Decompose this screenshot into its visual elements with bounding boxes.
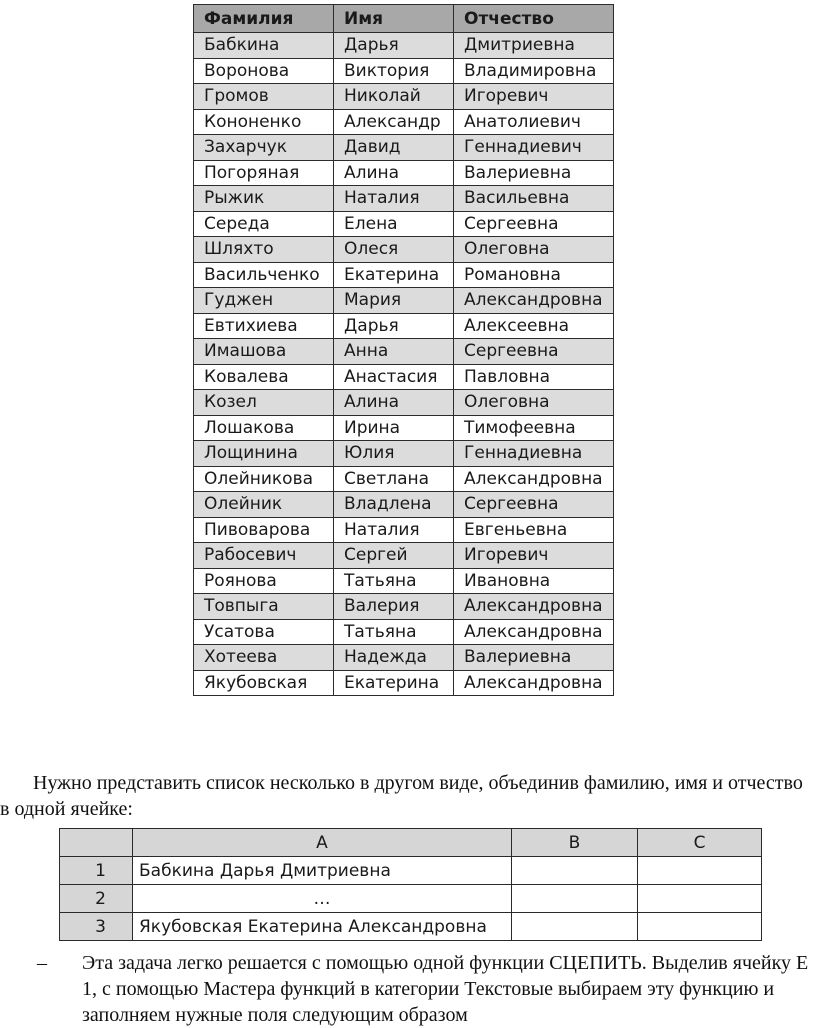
names-table-row [194, 58, 614, 84]
cell-patronymic: Геннадиевич [454, 135, 614, 161]
cell-surname: Ковалева [194, 364, 334, 390]
cell-patronymic: Александровна [454, 619, 614, 645]
bullet-text: Эта задача легко решается с помощью одной функции СЦЕПИТЬ. Выделив ячейку Е 1, с помощью Мастера функций в категории Текстовые выбираем эту функцию и заполняем нужные поля следующим образом [82, 952, 809, 1026]
cell-patronymic: Евгеньевна [454, 517, 614, 543]
cell-surname: Погоряная [194, 160, 334, 186]
cell-name: Светлана [334, 466, 454, 492]
names-table [193, 4, 614, 696]
names-table-body [194, 33, 614, 696]
cell-surname: Хотеева [194, 645, 334, 671]
cell-surname: Пивоварова [194, 517, 334, 543]
cell-patronymic: Сергеевна [454, 339, 614, 365]
sheet-cell-a2[interactable]: … [133, 885, 512, 913]
sheet-column-header-row [60, 829, 762, 857]
spreadsheet-example [59, 828, 762, 941]
names-table-row [194, 415, 614, 441]
cell-surname: Усатова [194, 619, 334, 645]
names-table-row [194, 492, 614, 518]
cell-name: Елена [334, 211, 454, 237]
names-table-row [194, 645, 614, 671]
sheet-column-b[interactable]: B [512, 829, 638, 857]
sheet-cell-b2[interactable] [512, 885, 638, 913]
cell-surname: Кононенко [194, 109, 334, 135]
cell-surname: Олейникова [194, 466, 334, 492]
cell-surname: Роянова [194, 568, 334, 594]
names-table-row [194, 211, 614, 237]
sheet-row [60, 885, 762, 913]
cell-name: Татьяна [334, 619, 454, 645]
sheet-cell-c3[interactable] [638, 913, 762, 941]
sheet-row [60, 857, 762, 885]
cell-patronymic: Александровна [454, 466, 614, 492]
cell-patronymic: Сергеевна [454, 211, 614, 237]
cell-name: Николай [334, 84, 454, 110]
cell-surname: Шляхто [194, 237, 334, 263]
cell-patronymic: Алексеевна [454, 313, 614, 339]
cell-name: Дарья [334, 33, 454, 59]
cell-patronymic: Сергеевна [454, 492, 614, 518]
cell-surname: Васильченко [194, 262, 334, 288]
cell-surname: Громов [194, 84, 334, 110]
header-surname: Фамилия [194, 5, 334, 33]
cell-name: Виктория [334, 58, 454, 84]
names-table-row [194, 313, 614, 339]
cell-patronymic: Васильевна [454, 186, 614, 212]
cell-name: Алина [334, 390, 454, 416]
cell-surname: Захарчук [194, 135, 334, 161]
cell-patronymic: Александровна [454, 288, 614, 314]
sheet-row-number[interactable]: 3 [60, 913, 133, 941]
names-table-row [194, 186, 614, 212]
cell-name: Мария [334, 288, 454, 314]
sheet-cell-a3[interactable]: Якубовская Екатерина Александровна [133, 913, 512, 941]
cell-surname: Олейник [194, 492, 334, 518]
cell-patronymic: Олеговна [454, 390, 614, 416]
cell-surname: Середа [194, 211, 334, 237]
cell-name: Екатерина [334, 262, 454, 288]
names-table-row [194, 619, 614, 645]
names-table-row [194, 262, 614, 288]
cell-name: Екатерина [334, 670, 454, 696]
cell-name: Юлия [334, 441, 454, 467]
cell-patronymic: Геннадиевна [454, 441, 614, 467]
cell-patronymic: Тимофеевна [454, 415, 614, 441]
sheet-column-c[interactable]: C [638, 829, 762, 857]
names-table-row [194, 568, 614, 594]
cell-name: Дарья [334, 313, 454, 339]
intro-paragraph: Нужно представить список несколько в другом виде, объединив фамилию, имя и отчество в одной ячейке: [0, 772, 803, 820]
cell-patronymic: Павловна [454, 364, 614, 390]
cell-name: Татьяна [334, 568, 454, 594]
cell-patronymic: Ивановна [454, 568, 614, 594]
sheet-corner-cell[interactable] [60, 829, 133, 857]
cell-name: Валерия [334, 594, 454, 620]
cell-patronymic: Олеговна [454, 237, 614, 263]
names-table-row [194, 670, 614, 696]
names-table-row [194, 441, 614, 467]
sheet-column-a[interactable]: A [133, 829, 512, 857]
cell-surname: Якубовская [194, 670, 334, 696]
sheet-cell-b3[interactable] [512, 913, 638, 941]
bullet-dash: – [37, 952, 47, 974]
cell-name: Олеся [334, 237, 454, 263]
cell-surname: Рыжик [194, 186, 334, 212]
cell-patronymic: Александровна [454, 594, 614, 620]
sheet-row-number[interactable]: 1 [60, 857, 133, 885]
names-table-header-row [194, 5, 614, 33]
names-table-row [194, 594, 614, 620]
cell-name: Алина [334, 160, 454, 186]
cell-patronymic: Владимировна [454, 58, 614, 84]
cell-surname: Товпыга [194, 594, 334, 620]
cell-name: Надежда [334, 645, 454, 671]
cell-surname: Воронова [194, 58, 334, 84]
cell-surname: Имашова [194, 339, 334, 365]
cell-surname: Евтихиева [194, 313, 334, 339]
cell-surname: Бабкина [194, 33, 334, 59]
sheet-row-number[interactable]: 2 [60, 885, 133, 913]
cell-name: Александр [334, 109, 454, 135]
names-table-row [194, 543, 614, 569]
sheet-row [60, 913, 762, 941]
cell-patronymic: Дмитриевна [454, 33, 614, 59]
cell-surname: Рабосевич [194, 543, 334, 569]
cell-patronymic: Игоревич [454, 543, 614, 569]
sheet-cell-c1[interactable] [638, 857, 762, 885]
names-table-row [194, 135, 614, 161]
cell-name: Давид [334, 135, 454, 161]
names-table-row [194, 33, 614, 59]
cell-name: Анна [334, 339, 454, 365]
cell-surname: Гуджен [194, 288, 334, 314]
cell-patronymic: Валериевна [454, 645, 614, 671]
sheet-cell-a1[interactable]: Бабкина Дарья Дмитриевна [133, 857, 512, 885]
cell-patronymic: Анатолиевич [454, 109, 614, 135]
cell-surname: Лощинина [194, 441, 334, 467]
cell-name: Ирина [334, 415, 454, 441]
names-table-row [194, 109, 614, 135]
cell-name: Владлена [334, 492, 454, 518]
names-table-row [194, 84, 614, 110]
sheet-cell-b1[interactable] [512, 857, 638, 885]
names-table-row [194, 288, 614, 314]
cell-surname: Козел [194, 390, 334, 416]
cell-patronymic: Игоревич [454, 84, 614, 110]
names-table-row [194, 466, 614, 492]
names-table-row [194, 339, 614, 365]
header-name: Имя [334, 5, 454, 33]
names-table-row [194, 517, 614, 543]
header-patronymic: Отчество [454, 5, 614, 33]
names-table-row [194, 237, 614, 263]
cell-patronymic: Валериевна [454, 160, 614, 186]
cell-name: Сергей [334, 543, 454, 569]
names-table-row [194, 390, 614, 416]
cell-name: Анастасия [334, 364, 454, 390]
sheet-cell-c2[interactable] [638, 885, 762, 913]
cell-name: Наталия [334, 186, 454, 212]
cell-surname: Лошакова [194, 415, 334, 441]
names-table-row [194, 364, 614, 390]
cell-name: Наталия [334, 517, 454, 543]
cell-patronymic: Александровна [454, 670, 614, 696]
cell-patronymic: Романовна [454, 262, 614, 288]
names-table-row [194, 160, 614, 186]
